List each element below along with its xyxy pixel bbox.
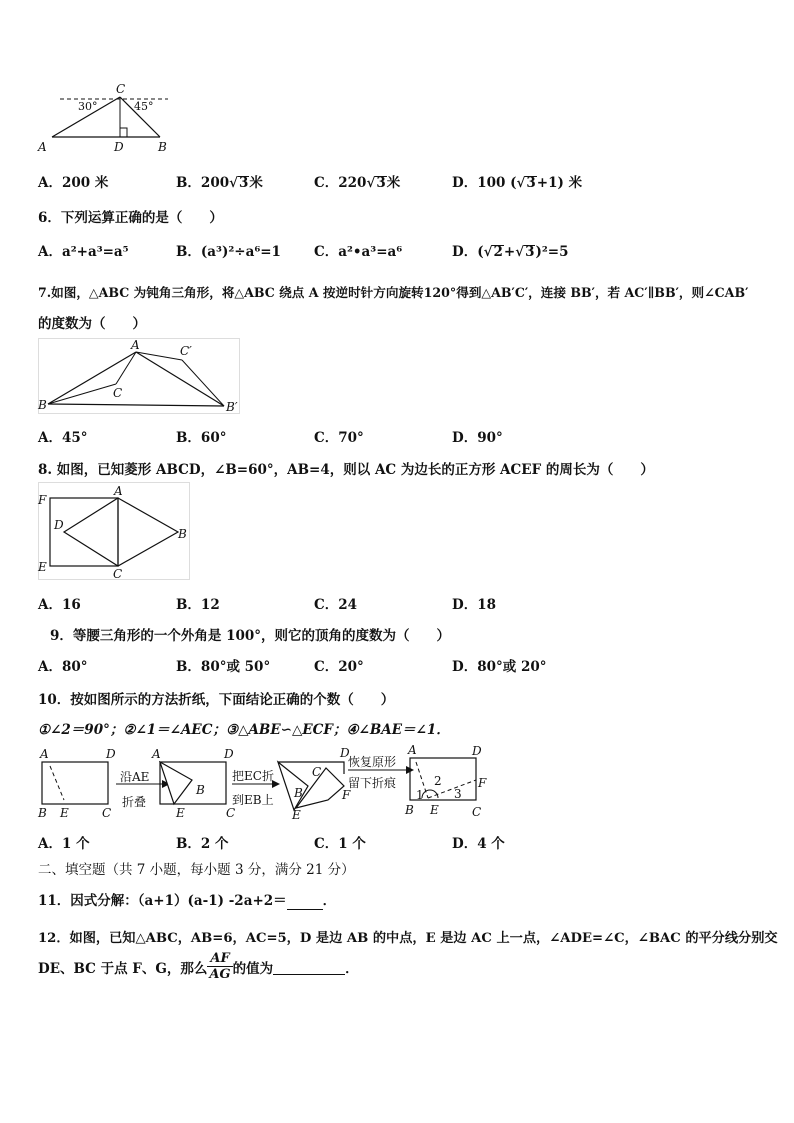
option-label: B． (176, 659, 201, 675)
option-text: ( (477, 244, 484, 260)
option-label: A． (38, 244, 62, 260)
q10-step1-top: 沿AE (120, 770, 150, 784)
option-text: 2 个 (200, 836, 229, 852)
option-text: 80°或 50° (200, 659, 271, 675)
q10-p4-label-B: B (405, 803, 414, 817)
option-text: + (503, 244, 516, 260)
q8-stem: 8. 如图，已知菱形 ABCD，∠B=60°，AB=4，则以 AC 为边长的正方形 ACEF 的周长为（ ） (38, 462, 654, 478)
q7-label-C: C (113, 386, 123, 400)
q6-option-c[interactable] (314, 240, 402, 260)
q10-p1-label-A: A (40, 747, 49, 761)
q10-p1-label-C: C (102, 806, 112, 820)
q10-step3-bottom: 留下折痕 (348, 776, 397, 790)
option-label: D． (452, 175, 478, 191)
q5-angle-30: 30° (78, 100, 98, 113)
q8-option-d[interactable] (452, 593, 496, 613)
option-text: 80° (61, 659, 88, 675)
option-text: 90° (477, 430, 503, 446)
q7-label-A: A (131, 338, 140, 352)
option-label: C． (314, 659, 339, 675)
q12-text: DE、BC 于点 F、G，那么 (38, 960, 208, 977)
option-label: A． (38, 175, 62, 191)
option-label: A． (38, 430, 62, 446)
radicand: 3 (376, 175, 386, 191)
option-text: a²•a³=a⁶ (338, 244, 403, 260)
option-unit: 米 (249, 175, 263, 191)
q7-option-c[interactable] (314, 426, 364, 446)
q10-stem: 10．按如图所示的方法折纸，下面结论正确的个数（ ） (38, 692, 395, 708)
q10-angle-3: 3 (454, 787, 462, 801)
q12-fraction (207, 951, 232, 982)
q6-option-b[interactable] (176, 240, 281, 260)
q5-label-C: C (116, 82, 126, 96)
option-label: D． (452, 597, 478, 613)
q10-p1-label-B: B (38, 806, 47, 820)
option-label: A． (38, 597, 62, 613)
q8-option-b[interactable] (176, 593, 220, 613)
option-text: )²=5 (535, 244, 569, 260)
radicand: 3 (525, 244, 535, 260)
q7-stem-line1: 7.如图，△ABC 为钝角三角形，将△ABC 绕点 A 按逆时针方向旋转120°得到△AB′C′，连接 BB′，若 AC′∥BB′，则∠CAB′ (38, 285, 749, 300)
q10-p1-label-E: E (60, 806, 69, 820)
q8-label-D: D (54, 518, 64, 532)
option-unit: 米 (386, 175, 401, 191)
q10-option-c[interactable] (314, 832, 366, 852)
option-text: 200 (200, 175, 230, 191)
q10-p3-label-F: F (342, 788, 351, 802)
radicand: 2 (493, 244, 503, 260)
q12-line2 (38, 951, 359, 982)
q7-label-B1: B′ (226, 400, 238, 414)
q7-label-B: B (38, 398, 47, 412)
option-text: 220 (338, 175, 367, 191)
option-label: C． (314, 836, 339, 852)
option-label: D． (452, 244, 478, 260)
option-text: 100 ( (477, 175, 517, 191)
q10-p2-label-D: D (224, 747, 234, 761)
q5-label-D: D (114, 140, 124, 154)
q9-option-a[interactable] (38, 655, 88, 675)
option-text: 200 米 (61, 175, 109, 191)
q11-expression: 11．因式分解：（a+1）(a-1) -2a+2＝ (38, 893, 287, 909)
option-label: A． (38, 659, 62, 675)
option-text: 45° (61, 430, 88, 446)
option-label: C． (314, 597, 339, 613)
q5-option-d[interactable]: D．100 (√3+1) 米 (452, 175, 583, 191)
q10-p4-label-C: C (472, 805, 482, 819)
option-text: 20° (338, 659, 364, 675)
q10-option-b[interactable] (176, 832, 229, 852)
option-label: C． (314, 244, 339, 260)
option-unit: +1) 米 (536, 175, 583, 191)
q8-option-a[interactable] (38, 593, 81, 613)
q10-angle-2: 2 (434, 774, 442, 788)
option-label: B． (176, 836, 201, 852)
fraction-numerator: AF (207, 951, 232, 967)
q7-label-C1: C′ (180, 344, 192, 358)
option-label: D． (452, 430, 478, 446)
option-text: 60° (200, 430, 227, 446)
q5-option-a[interactable] (38, 171, 108, 191)
q10-p1-label-D: D (106, 747, 116, 761)
q7-stem-line2: 的度数为（ ） (38, 316, 146, 332)
q10-step3-top: 恢复原形 (348, 755, 397, 769)
q7-option-d[interactable] (452, 426, 503, 446)
section-heading: 二、填空题（共 7 小题，每小题 3 分，满分 21 分） (38, 862, 355, 878)
q7-option-b[interactable] (176, 426, 226, 446)
option-text: 4 个 (477, 836, 505, 852)
q5-label-B: B (158, 140, 167, 154)
q6-option-a[interactable] (38, 240, 129, 260)
q6-option-d[interactable]: D．(√2+√3)²=5 (452, 244, 569, 260)
q5-figure (36, 80, 176, 156)
q10-p3-label-B: B (294, 786, 303, 800)
q10-p4-label-A: A (408, 743, 417, 757)
q8-label-E: E (38, 560, 47, 574)
q10-p3-label-D: D (340, 746, 350, 760)
radicand: 3 (526, 175, 536, 191)
q5-angle-45: 45° (134, 100, 154, 113)
q8-label-A: A (114, 484, 123, 498)
q10-step2-top: 把EC折 (232, 769, 274, 783)
option-label: D． (452, 659, 478, 675)
q12-line1: 12．如图，已知△ABC，AB=6，AC=5，D 是边 AB 的中点，E 是边 AC 上一点，∠ADE=∠C，∠BAC 的平分线分别交 (38, 931, 778, 946)
q11-period: ． (322, 893, 337, 909)
option-label: C． (314, 430, 339, 446)
q8-option-c[interactable] (314, 593, 357, 613)
q5-option-c[interactable]: C．220√3米 (314, 175, 401, 191)
option-text: 12 (200, 597, 220, 613)
q10-p2-label-E: E (176, 806, 185, 820)
option-text: 70° (338, 430, 364, 446)
q8-label-C: C (113, 567, 123, 581)
q10-step2-bottom: 到EB上 (232, 793, 274, 807)
q10-p2-label-C: C (226, 806, 236, 820)
q10-p4-label-F: F (478, 776, 487, 790)
q9-option-c[interactable] (314, 655, 364, 675)
q7-option-a[interactable] (38, 426, 88, 446)
q12-text-tail: 的值为 (232, 960, 274, 977)
option-text: 16 (61, 597, 81, 613)
option-label: A． (38, 836, 62, 852)
q11-answer-blank[interactable] (287, 893, 323, 910)
q10-option-d[interactable] (452, 832, 505, 852)
q10-p2-label-B: B (196, 783, 205, 797)
option-label: B． (176, 244, 201, 260)
q10-step1-bottom: 折叠 (122, 795, 147, 809)
q10-conclusions: ①∠2＝90°；②∠1＝∠AEC；③△ABE∽△ECF；④∠BAE＝∠1． (38, 722, 450, 738)
q10-angle-1: 1 (416, 788, 424, 802)
option-text: 18 (477, 597, 497, 613)
q10-p2-label-A: A (152, 747, 161, 761)
option-label: B． (176, 430, 201, 446)
option-text: 1 个 (338, 836, 366, 852)
q8-label-B: B (178, 527, 187, 541)
q6-stem: 6．下列运算正确的是（ ） (38, 210, 223, 226)
radicand: 3 (238, 175, 249, 191)
q10-option-a[interactable] (38, 832, 90, 852)
q5-label-A: A (38, 140, 47, 154)
option-label: B． (176, 175, 201, 191)
q9-option-d[interactable] (452, 655, 547, 675)
option-text: 80°或 20° (477, 659, 547, 675)
option-label: B． (176, 597, 201, 613)
q10-p4-label-D: D (472, 744, 482, 758)
q8-label-F: F (38, 493, 47, 507)
q9-option-b[interactable] (176, 655, 270, 675)
option-text: 24 (338, 597, 358, 613)
option-label: C． (314, 175, 339, 191)
q12-period: ． (345, 960, 359, 977)
option-text: 1 个 (61, 836, 90, 852)
fraction-denominator: AG (209, 967, 231, 982)
q10-p3-label-E: E (292, 808, 301, 822)
q5-option-b[interactable]: B．200√3米 (176, 175, 263, 191)
q10-p4-label-E: E (430, 803, 439, 817)
q11-stem (38, 889, 336, 910)
option-text: (a³)²÷a⁶=1 (200, 244, 281, 260)
q9-stem: 9．等腰三角形的一个外角是 100°，则它的顶角的度数为（ ） (50, 628, 451, 644)
q12-answer-blank[interactable] (273, 958, 345, 975)
option-text: a²+a³=a⁵ (61, 244, 129, 260)
option-label: D． (452, 836, 478, 852)
q10-p3-label-C: C (312, 765, 322, 779)
